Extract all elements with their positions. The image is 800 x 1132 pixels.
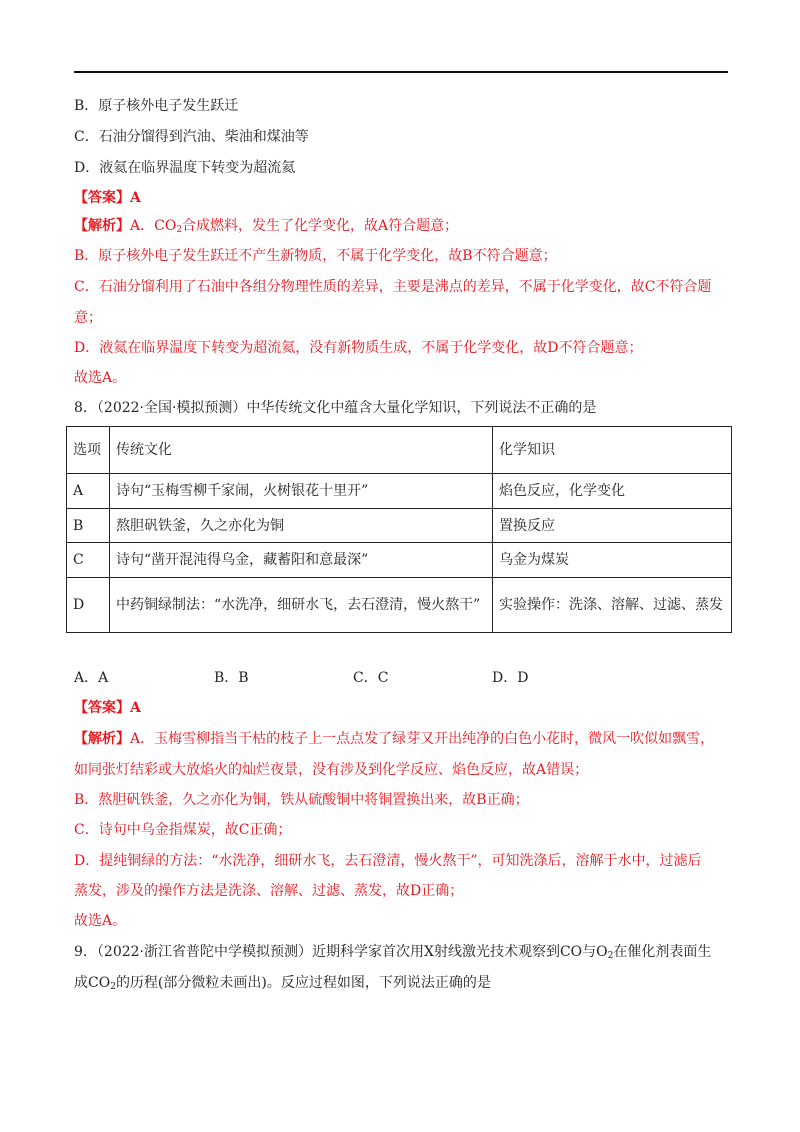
header-option: 选项 <box>67 427 110 474</box>
table-cell: A <box>67 474 110 509</box>
table-cell: 熬胆矾铁釜，久之亦化为铜 <box>110 509 493 543</box>
q7-explanation-c1: C．石油分馏利用了石油中各组分物理性质的差异，主要是沸点的差异，不属于化学变化，故C不符合题 <box>74 279 712 295</box>
q7-option-d: D．液氦在临界温度下转变为超流氦 <box>74 160 296 176</box>
table-row <box>67 509 732 543</box>
q7-explanation-d: D．液氦在临界温度下转变为超流氦，没有新物质生成，不属于化学变化，故D不符合题意； <box>74 340 643 356</box>
table-cell: 置换反应 <box>493 509 732 543</box>
q8-answer: 【答案】A <box>74 700 141 716</box>
q8-table <box>66 426 732 633</box>
table-cell: 诗句“凿开混沌得乌金，藏蓄阳和意最深” <box>110 543 493 578</box>
table-header-row <box>67 427 732 474</box>
q8-stem: 8．（2022·全国·模拟预测）中华传统文化中蕴含大量化学知识，下列说法不正确的是 <box>74 400 597 416</box>
q8-option-c: C．C <box>353 670 389 686</box>
q8-conclusion: 故选A。 <box>74 913 127 929</box>
q8-explanation-d1: D．提纯铜绿的方法：“水洗净，细研水飞，去石澄清，慢火熬干”，可知洗涤后，溶解于水中，过滤后 <box>74 853 702 869</box>
header-culture: 传统文化 <box>110 427 493 474</box>
q7-option-b: B．原子核外电子发生跃迁 <box>74 98 239 114</box>
header-chemistry: 化学知识 <box>493 427 732 474</box>
q9-stem-line1: 9．（2022·浙江省普陀中学模拟预测）近期科学家首次用X射线激光技术观察到CO与$O_2$在催化剂表面生 <box>74 944 712 961</box>
q7-explanation-a: 【解析】A．$CO_2$合成燃料，发生了化学变化，故A符合题意； <box>74 218 459 235</box>
q8-explanation-c: C．诗句中乌金指煤炭，故C正确； <box>74 822 292 838</box>
q9-stem-line2: 成$CO_2$的历程(部分微粒未画出)。反应过程如图，下列说法正确的是 <box>74 975 491 992</box>
q8-option-b: B．B <box>214 670 249 686</box>
header-rule <box>74 71 728 73</box>
table-cell: C <box>67 543 110 578</box>
q7-option-c: C．石油分馏得到汽油、柴油和煤油等 <box>74 129 309 145</box>
q8-explanation-head: 【解析】 <box>74 731 130 747</box>
table-row <box>67 578 732 633</box>
q7-answer: 【答案】A <box>74 190 141 206</box>
q7-explanation-c2: 意； <box>74 310 102 326</box>
table-cell: 中药铜绿制法：“水洗净，细研水飞，去石澄清，慢火熬干” <box>110 578 493 633</box>
q8-explanation-b: B．熬胆矾铁釜，久之亦化为铜，铁从硫酸铜中将铜置换出来，故B正确； <box>74 792 529 808</box>
q8-explanation-a1: 【解析】A．玉梅雪柳指当干枯的枝子上一点点发了绿芽又开出纯净的白色小花时，微风一吹似如飘雪， <box>74 731 715 747</box>
q7-explanation-head: 【解析】 <box>74 218 130 234</box>
q7-explanation-b: B．原子核外电子发生跃迁不产生新物质，不属于化学变化，故B不符合题意； <box>74 248 557 264</box>
table-cell: 诗句“玉梅雪柳千家闹，火树银花十里开” <box>110 474 493 509</box>
table-row <box>67 474 732 509</box>
table-cell: 乌金为煤炭 <box>493 543 732 578</box>
q7-conclusion: 故选A。 <box>74 370 127 386</box>
table-cell: B <box>67 509 110 543</box>
q8-explanation-a2: 如同张灯结彩或大放焰火的灿烂夜景，没有涉及到化学反应、焰色反应，故A错误； <box>74 762 589 778</box>
table-cell: 实验操作：洗涤、溶解、过滤、蒸发 <box>493 578 732 633</box>
q8-option-d: D．D <box>492 670 529 686</box>
table-cell: 焰色反应，化学变化 <box>493 474 732 509</box>
q8-explanation-d2: 蒸发，涉及的操作方法是洗涤、溶解、过滤、蒸发，故D正确； <box>74 883 464 899</box>
table-cell: D <box>67 578 110 633</box>
q8-option-a: A．A <box>74 670 109 686</box>
table-row <box>67 543 732 578</box>
